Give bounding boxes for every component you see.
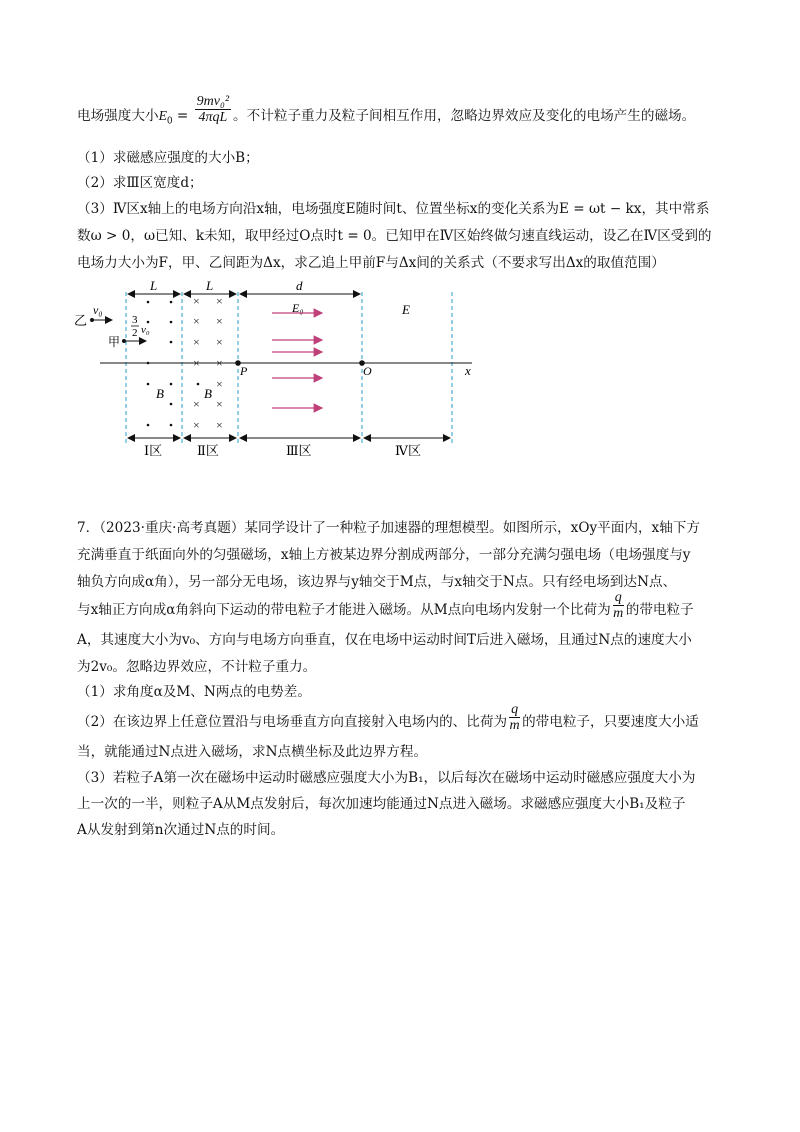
p7-q2: （2）在该边界上任意位置沿与电场垂直方向直接射入电场内的、比荷为 $\frac{q}{m}$ 的带电粒子，只要速度大小适 (77, 702, 699, 733)
svg-text:×: × (216, 314, 223, 328)
p6-q2: （2）求Ⅲ区宽度d； (77, 175, 203, 191)
svg-text:×: × (216, 356, 223, 370)
particle-yi (90, 318, 94, 322)
p7-line5: A，其速度大小为v₀、方向与电场方向垂直，仅在电场中运动时间T后进入磁场，且通过N点的速度大小 (77, 632, 692, 648)
svg-text:×: × (216, 377, 223, 391)
regions-diagram (60, 280, 500, 460)
label-B1: B (156, 386, 164, 401)
p6-line1: 电场强度大小$E_0$ = $\frac{\text{9mv₀²}}{\text{4πqL}}$ 。不计粒子重力及粒子间相互作用，忽略边界效应及变化的电场产生的磁场。 (77, 94, 696, 127)
p7-q1: （1）求角度α及M、N两点的电势差。 (77, 684, 311, 700)
label-32-num: 3 (132, 314, 138, 326)
svg-text:×: × (193, 418, 200, 432)
label-v0: v₀ (93, 303, 103, 317)
svg-text:×: × (193, 294, 200, 308)
p7-q3-line2: 上一次的一半，则粒子A从M点发射后，每次加速均能通过N点进入磁场。求磁感应强度大小B₁及粒子 (77, 796, 686, 812)
p6-q3-line3: 电场力大小为F，甲、乙间距为Δx，求乙追上甲前F与Δx间的关系式（不要求写出Δx的取值范围） (77, 255, 665, 271)
p7-q3-line1: （3）若粒子A第一次在磁场中运动时磁感应强度大小为B₁，以后每次在磁场中运动时磁感应强度大小为 (77, 770, 696, 786)
region2-dot (197, 383, 200, 386)
label-B2: B (204, 386, 212, 401)
p7-line1: 7．（2023·重庆·高考真题）某同学设计了一种粒子加速器的理想模型。如图所示，xOy平面内，x轴下方 (77, 520, 700, 536)
label-L2: L (206, 280, 214, 293)
label-L1: L (150, 280, 158, 293)
svg-text:×: × (216, 418, 223, 432)
p7-line2: 充满垂直于纸面向外的匀强磁场，x轴上方被某边界分割成两部分，一部分充满匀强电场（电场强度与y (77, 547, 691, 563)
label-region1: Ⅰ区 (144, 443, 163, 458)
p6-q1: （1）求磁感应强度的大小B； (77, 150, 259, 166)
svg-text:×: × (216, 294, 223, 308)
label-yi: 乙 (74, 313, 88, 328)
label-x: x (465, 363, 471, 378)
particle-jia (122, 339, 126, 343)
label-E: E (402, 302, 410, 317)
label-O: O (363, 364, 372, 378)
label-region3: Ⅲ区 (286, 443, 312, 458)
svg-text:×: × (216, 397, 223, 411)
p7-line3: 轴负方向成α角），另一部分无电场，该边界与y轴交于M点，与x轴交于N点。只有经电场到达N点、 (77, 574, 677, 590)
svg-text:×: × (216, 335, 223, 349)
svg-text:×: × (193, 314, 200, 328)
label-region2: Ⅱ区 (197, 443, 219, 458)
field-arrows (272, 313, 322, 408)
label-P: P (240, 364, 248, 378)
label-jia: 甲 (108, 335, 121, 349)
label-region4: Ⅳ区 (395, 443, 421, 458)
charge-mass-fraction-2: $\frac{q}{m}$ (509, 702, 520, 733)
label-d: d (296, 280, 303, 293)
p7-line6: 为2v₀。忽略边界效应，不计粒子重力。 (77, 659, 317, 675)
charge-mass-fraction: $\frac{q}{m}$ (613, 590, 624, 621)
label-32-den: 2 (132, 327, 138, 339)
svg-text:×: × (193, 356, 200, 370)
svg-text:×: × (193, 397, 200, 411)
svg-text:×: × (193, 335, 200, 349)
p6-q3-line2: 数ω > 0，ω已知、k未知，取甲经过O点时t = 0。已知甲在Ⅳ区始终做匀速直线运动，设乙在Ⅳ区受到的 (77, 228, 712, 244)
p7-q2-line2: 当，就能通过N点进入磁场，求N点横坐标及此边界方程。 (77, 744, 428, 760)
p6-q3-line1: （3）Ⅳ区x轴上的电场方向沿x轴，电场强度E随时间t、位置坐标x的变化关系为E = ωt − kx，其中常系 (77, 201, 710, 217)
p7-line4: 与x轴正方向成α角斜向下运动的带电粒子才能进入磁场。从M点向电场内发射一个比荷为 $\frac{q}{m}$ 的带电粒子 (77, 590, 694, 621)
label-v0b: v₀ (141, 324, 150, 336)
label-E0: E₀ (292, 301, 304, 315)
e0-fraction: $\frac{\text{9mv₀²}}{\text{4πqL}}$ (196, 94, 230, 125)
p7-q3-line3: A从发射到第n次通过N点的时间。 (77, 822, 285, 838)
